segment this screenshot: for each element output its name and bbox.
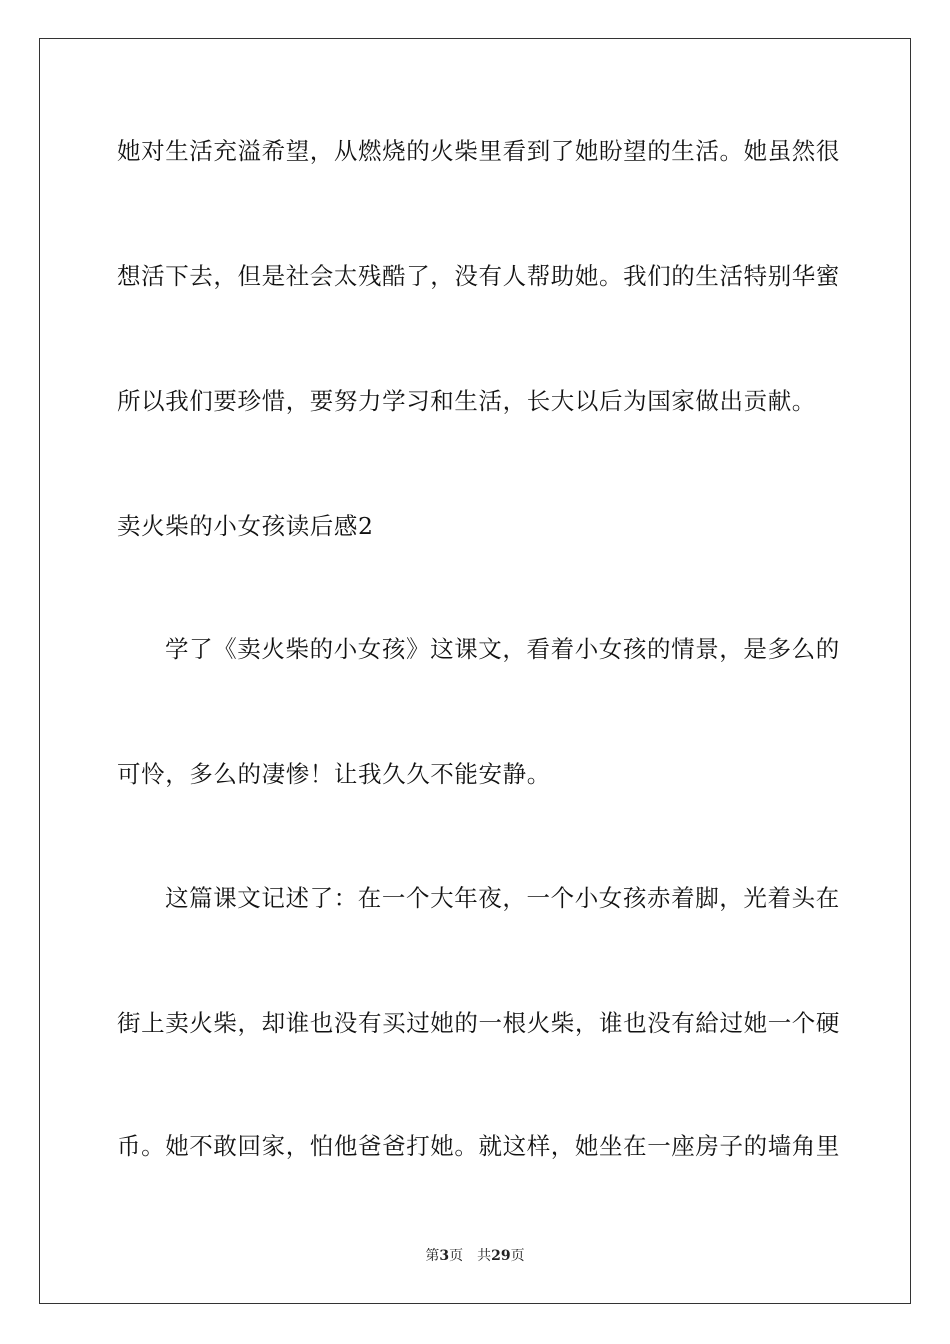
paragraph-first-line: 学了《卖火柴的小女孩》这课文，看着小女孩的情景，是多么的: [165, 635, 840, 663]
page-border: [39, 38, 911, 1304]
page-suffix: 页: [449, 1248, 464, 1264]
current-page-number: 3: [439, 1248, 450, 1264]
body-text-line: 币。她不敢回家，怕他爸爸打她。就这样，她坐在一座房子的墙角里: [117, 1132, 840, 1160]
body-text-line: 她对生活充溢希望，从燃烧的火柴里看到了她盼望的生活。她虽然很: [117, 137, 840, 165]
body-text-line: 可怜，多么的凄惨！让我久久不能安静。: [117, 760, 551, 788]
total-prefix: 共: [477, 1248, 492, 1264]
page-prefix: 第: [425, 1248, 440, 1264]
total-pages-number: 29: [491, 1248, 511, 1264]
page-footer: [0, 1246, 950, 1266]
body-text-line: 想活下去，但是社会太残酷了，没有人帮助她。我们的生活特别华蜜: [117, 262, 840, 290]
body-text-line: 所以我们要珍惜，要努力学习和生活，长大以后为国家做出贡献。: [117, 387, 816, 415]
section-heading: 卖火柴的小女孩读后感2: [117, 512, 374, 540]
body-text-line: 街上卖火柴，却谁也没有买过她的一根火柴，谁也没有給过她一个硬: [117, 1009, 840, 1037]
total-suffix: 页: [510, 1248, 525, 1264]
paragraph-first-line: 这篇课文记述了：在一个大年夜，一个小女孩赤着脚，光着头在: [165, 884, 840, 912]
